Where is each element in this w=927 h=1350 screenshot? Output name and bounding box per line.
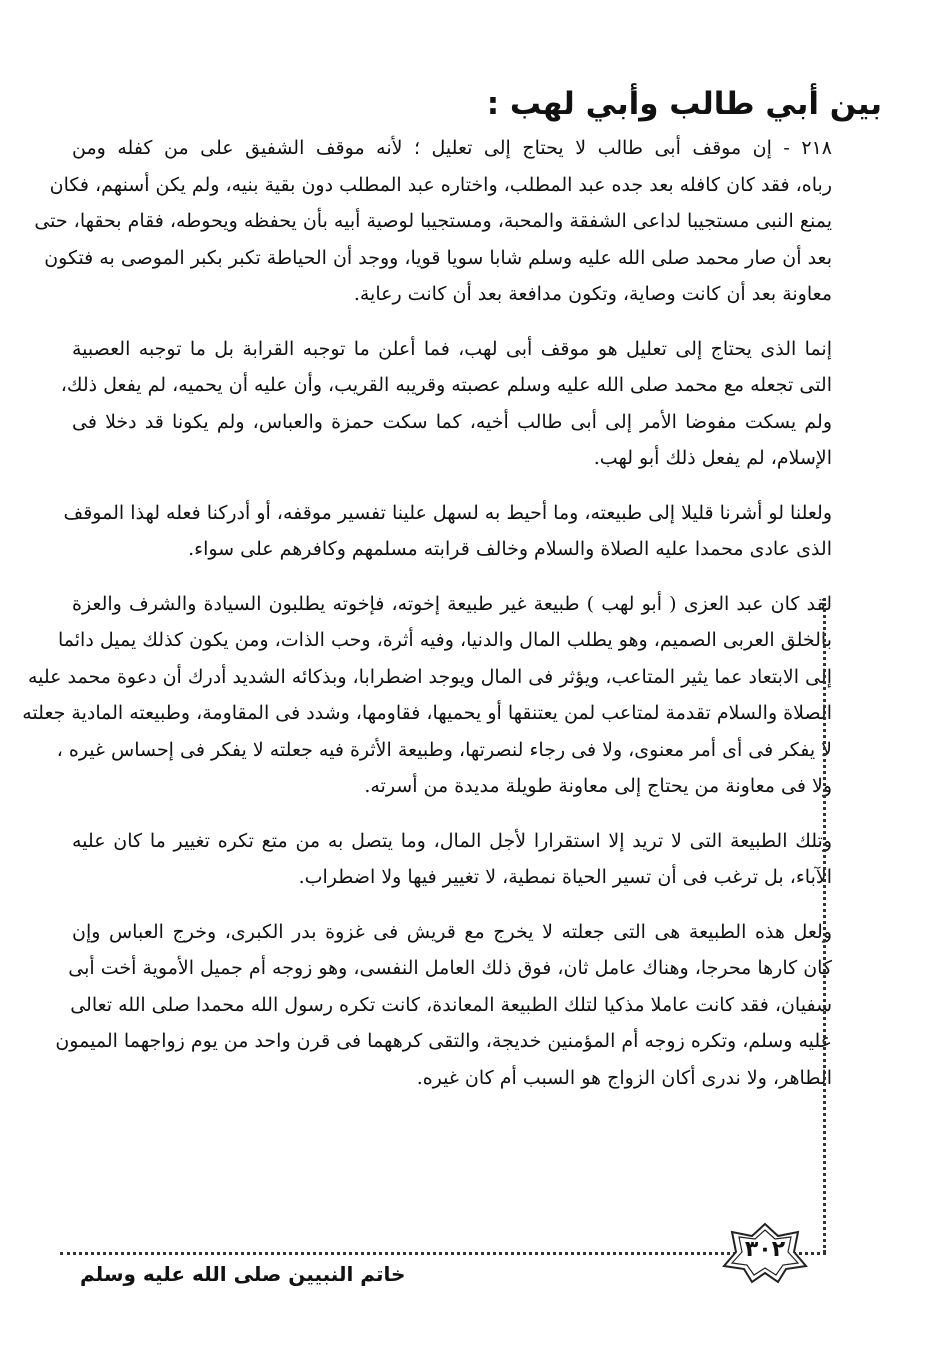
text-line: الآباء، بل ترغب فى أن تسير الحياة نمطية، لا تغيير فيها ولا اضطراب. — [298, 866, 832, 888]
footer-book-title: خاتم النبيين صلى الله عليه وسلم — [80, 1262, 406, 1286]
text-line: إنما الذى يحتاج إلى تعليل هو موقف أبى لهب، فما أعلن ما توجبه القرابة بل ما توجبه العصبية — [72, 337, 832, 360]
text-line: الصلاة والسلام تقدمة لمتاعب لمن يعتنقها أو يحميها، فقاومها، وشدد فى المقاومة، وطبيعته المادية جعلته — [22, 702, 832, 724]
text-line: لقد كان عبد العزى ( أبو لهب ) طبيعة غير طبيعة إخوته، فإخوته يطلبون السيادة والشرف والعزة — [72, 592, 832, 615]
text-line: إلى الابتعاد عما يثير المتاعب، ويؤثر فى المال ويوجد اضطرابا، وبذكائه الشديد أدرك أن دعوة محمد عليه — [27, 665, 832, 688]
body-text — [22, 130, 832, 1114]
dotted-bottom-border — [60, 1252, 826, 1255]
text-line: ٢١٨ - إن موقف أبى طالب لا يحتاج إلى تعليل ؛ لأنه موقف الشفيق على من كفله ومن — [72, 137, 832, 159]
text-line: الإسلام، لم يفعل ذلك أبو لهب. — [593, 447, 832, 469]
text-line: التى تجعله مع محمد صلى الله عليه وسلم عصبته وقريبه القريب، وأن عليه أن يحميه، لم يفعل ذلك، — [60, 374, 832, 396]
paragraph-4 — [22, 586, 832, 805]
page-number: ٣٠٢ — [744, 1237, 786, 1262]
text-line: سفيان، فقد كانت عاملا مذكيا لتلك الطبيعة المعاندة، كانت تكره رسول الله محمدا صلى الله تعالى — [70, 993, 832, 1016]
text-line: بعد أن صار محمد صلى الله عليه وسلم شابا سويا قويا، ووجد أن الحياطة تكبر بكبر الموصى به فتكون — [44, 246, 832, 269]
text-line: رباه، فقد كان كافله بعد جده عبد المطلب، واختاره عبد المطلب دون بقية بنيه، ولم يكن أسنهم، فكان — [49, 173, 832, 196]
text-line: يمنع النبى مستجيبا لداعى الشفقة والمحبة، ومستجيبا لوصية أبيه بأن يحفظه ويحوطه، فقام بحقها، حتى — [34, 210, 832, 232]
text-line: ولم يسكت مفوضا الأمر إلى أبى طالب أخيه، كما سكت حمزة والعباس، ولم يكونا قد دخلا فى — [72, 410, 832, 433]
text-line: الطاهر، ولا ندرى أكان الزواج هو السبب أم كان غيره. — [416, 1066, 832, 1089]
text-line: لا يفكر فى أى أمر معنوى، ولا فى رجاء لنصرتها، وطبيعة الأثرة فيه جعلته لا يفكر فى إحساس غيره ، — [56, 738, 832, 761]
dotted-side-border — [823, 598, 826, 1253]
text-line: الذى عادى محمدا عليه الصلاة والسلام وخالف قرابته مسلمهم وكافرهم على سواء. — [188, 538, 832, 560]
text-line: كان كارها محرجا، وهناك عامل ثان، فوق ذلك العامل النفسى، وهو زوجه أم جميل الأموية أخت أبى — [68, 957, 832, 979]
text-line: ولا فى معاونة من يحتاج إلى معاونة طويلة مديدة من أسرته. — [364, 775, 832, 797]
paragraph-3 — [63, 495, 832, 568]
text-line: معاونة بعد أن كانت وصاية، وتكون مدافعة بعد أن كانت رعاية. — [353, 283, 832, 305]
text-line: وتلك الطبيعة التى لا تريد إلا استقرارا لأجل المال، وما يتصل به من متع تكره تغيير ما كان عليه — [72, 829, 832, 852]
paragraph-1 — [34, 130, 832, 313]
text-line: ولعلنا لو أشرنا قليلا إلى طبيعته، وما أحيط به لسهل علينا تفسير موقفه، أو أدركنا فعله لهذا الموقف — [63, 501, 832, 524]
page-number-badge — [722, 1222, 808, 1284]
text-line: بالخلق العربى الصميم، وهو يطلب المال والدنيا، وفيه أثرة، وحب الذات، ومن يكون كذلك يميل دائما — [58, 629, 832, 651]
paragraph-6 — [55, 914, 832, 1097]
paragraph-2 — [60, 331, 832, 477]
text-line: ولعل هذه الطبيعة هى التى جعلته لا يخرج مع قريش فى غزوة بدر الكبرى، وخرج العباس وإن — [72, 920, 832, 943]
section-heading: بين أبي طالب وأبي لهب : — [486, 86, 882, 122]
text-line: عليه وسلم، وتكره زوجه أم المؤمنين خديجة، والتقى كرههما فى قرن واحد من يوم زواجهما الميمون — [55, 1030, 832, 1052]
paragraph-5 — [72, 823, 832, 896]
